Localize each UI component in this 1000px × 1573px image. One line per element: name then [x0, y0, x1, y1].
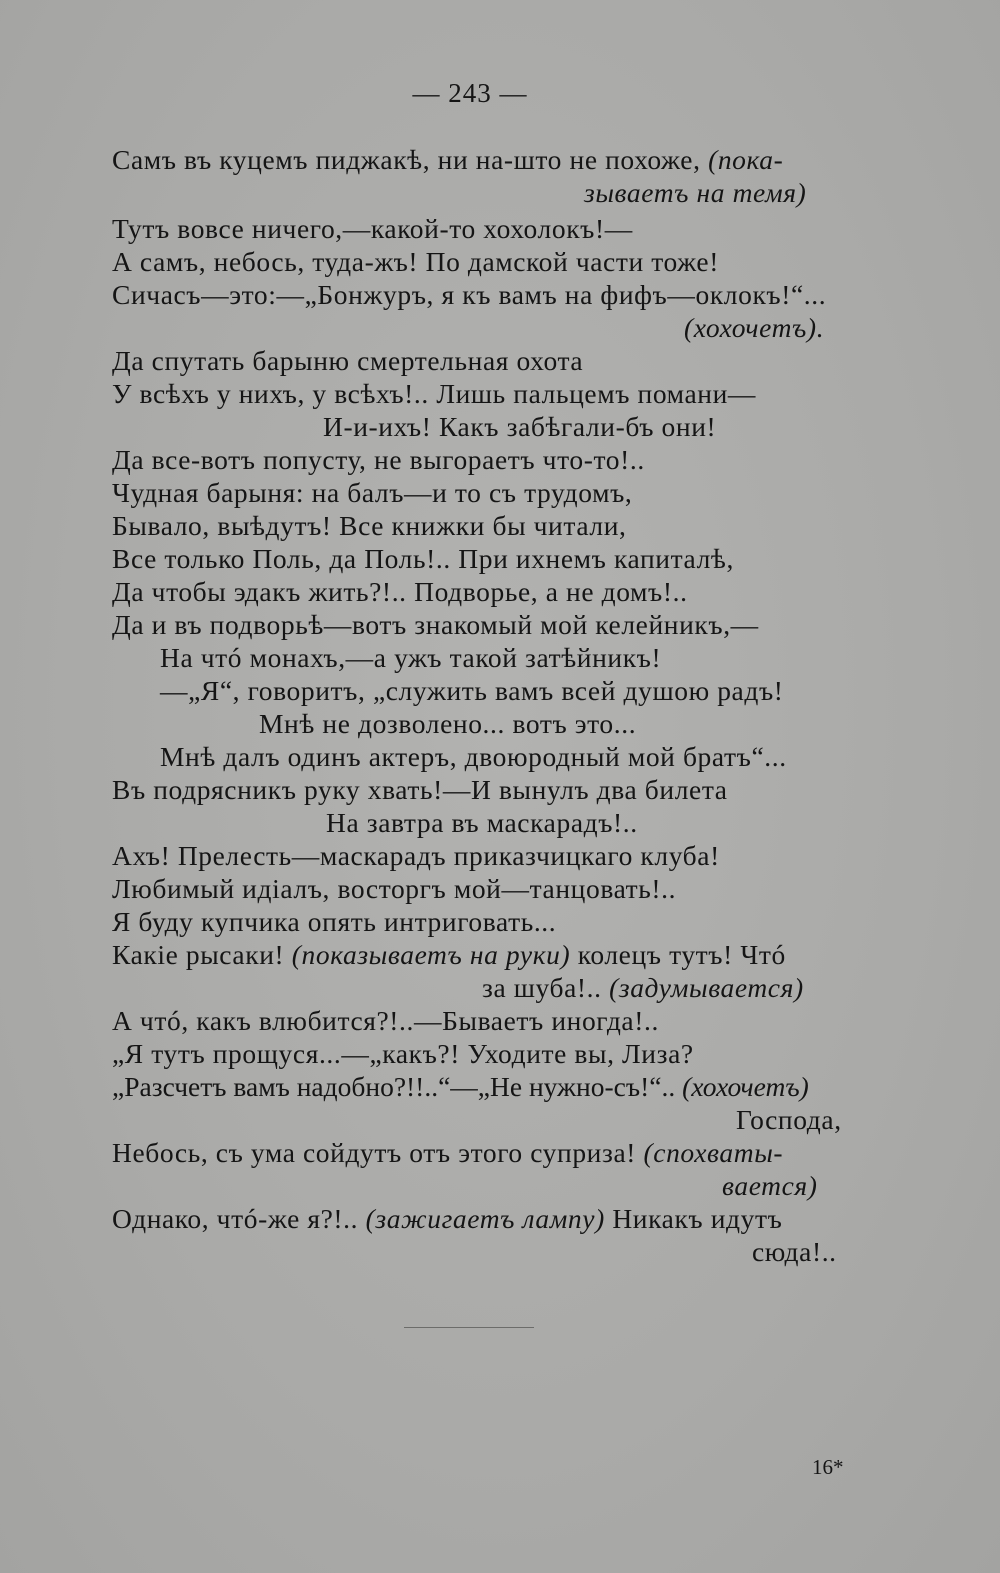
verse-text: Небось, съ ума сойдутъ отъ этого суприза! [112, 1137, 637, 1168]
verse-text: „Разсчетъ вамъ надобно?!!..“—„Не нужно-съ!“.. [112, 1071, 676, 1102]
verse-line [482, 971, 804, 1005]
verse-text: Никакъ идутъ [612, 1203, 783, 1234]
verse-line: Въ подрясникъ руку хвать!—И вынулъ два билета [112, 774, 728, 805]
verse-line [112, 1070, 809, 1104]
verse-line: На чтó монахъ,—а ужъ такой затѣйникъ! [160, 642, 662, 673]
verse-line: Мнѣ далъ одинъ актеръ, двоюродный мой братъ“... [160, 741, 787, 772]
verse-line: Да и въ подворьѣ—вотъ знакомый мой келейникъ,— [112, 609, 759, 640]
stage-direction: (зажигаетъ лампу) [365, 1203, 605, 1234]
stage-direction: (хохочетъ) [682, 1071, 809, 1102]
verse-line: Любимый идіалъ, восторгъ мой—танцовать!.. [112, 873, 677, 904]
verse-line: Да спутать барыню смертельная охота [112, 345, 584, 376]
signature-mark: 16* [812, 1455, 844, 1479]
verse-line: Мнѣ не дозволено... вотъ это... [259, 708, 637, 739]
stage-direction: (задумывается) [609, 972, 804, 1003]
stage-direction: вается) [722, 1170, 818, 1201]
verse-line: —„Я“, говоритъ, „служить вамъ всей душою радъ! [160, 675, 784, 706]
verse-line: И-и-ихъ! Какъ забѣгали-бъ они! [323, 411, 717, 442]
stage-direction: (показываетъ на руки) [291, 939, 571, 970]
verse-line [112, 1136, 783, 1170]
verse-line: Да чтобы эдакъ жить?!.. Подворье, а не домъ!.. [112, 576, 688, 607]
verse-line: На завтра въ маскарадъ!.. [326, 807, 638, 838]
page-number: — 243 — [412, 78, 528, 108]
verse-line [112, 938, 786, 972]
stage-direction: (спохваты- [643, 1137, 784, 1168]
verse-line: У всѣхъ у нихъ, у всѣхъ!.. Лишь пальцемъ помани— [112, 378, 757, 409]
verse-line: Да все-вотъ попусту, не выгораетъ что-то!.. [112, 444, 645, 475]
verse-line: А чтó, какъ влюбится?!..—Бываетъ иногда!.. [112, 1005, 659, 1036]
verse-line: „Я тутъ прощуся...—„какъ?! Уходите вы, Лиза? [112, 1038, 694, 1069]
verse-line: Господа, [736, 1104, 842, 1135]
divider-rule [404, 1327, 534, 1328]
verse-line [112, 143, 783, 177]
verse-line: Бывало, выѣдутъ! Все книжки бы читали, [112, 510, 627, 541]
verse-text: за шуба!.. [482, 972, 602, 1003]
verse-line: Тутъ вовсе ничего,—какой-то хохолокъ!— [112, 213, 633, 244]
verse-line: А самъ, небось, туда-жъ! По дамской части тоже! [112, 246, 719, 277]
verse-line [112, 1202, 782, 1236]
stage-direction: (пока- [708, 144, 784, 175]
verse-text: Самъ въ куцемъ пиджакѣ, ни на-што не похоже, [112, 144, 701, 175]
verse-line: Чудная барыня: на балъ—и то съ трудомъ, [112, 477, 633, 508]
verse-text: Какіе рысаки! [112, 939, 285, 970]
verse-line: Ахъ! Прелесть—маскарадъ приказчицкаго клуба! [112, 840, 720, 871]
verse-text: колецъ тутъ! Чтó [577, 939, 786, 970]
stage-direction: зываетъ на темя) [584, 177, 807, 208]
verse-text: Однако, чтó-же я?!.. [112, 1203, 359, 1234]
verse-line: Я буду купчика опять интриговать... [112, 906, 557, 937]
verse-line: сюда!.. [752, 1236, 837, 1267]
stage-direction: (хохочетъ). [684, 312, 825, 343]
verse-line: Все только Поль, да Поль!.. При ихнемъ капиталѣ, [112, 543, 734, 574]
verse-line: Сичасъ—это:—„Бонжуръ, я къ вамъ на фифъ—оклокъ!“... [112, 279, 827, 310]
